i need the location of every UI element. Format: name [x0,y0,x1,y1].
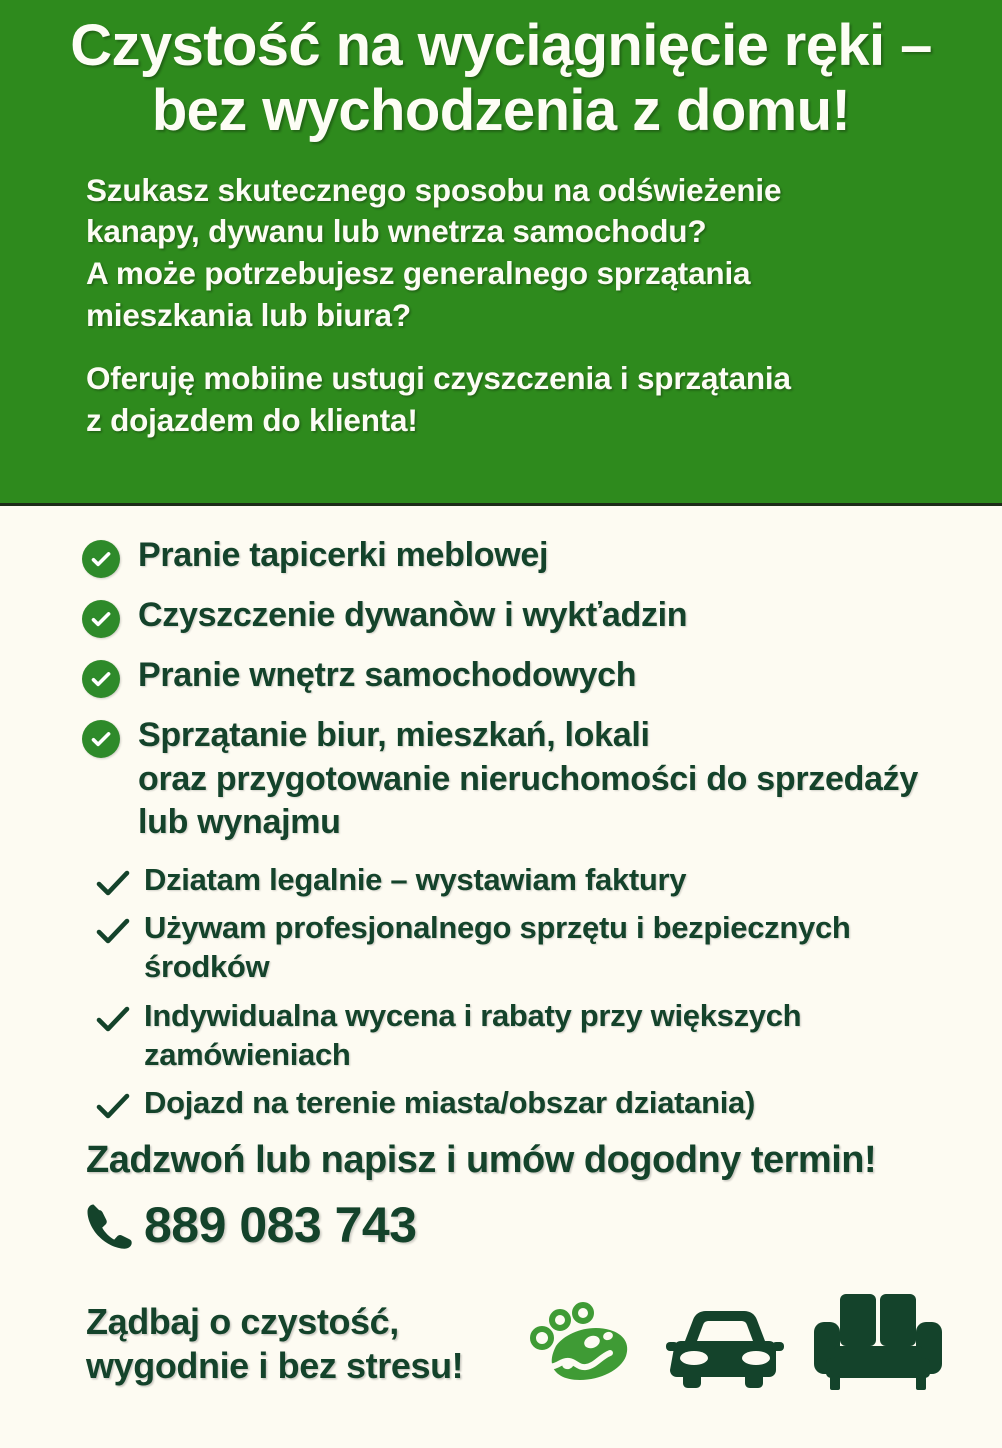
service-4-line-2: oraz przygotowanie nieruchomości do sprzedaźy [138,759,918,798]
check-icon [96,869,130,899]
page-title-line-1: Czystość na wyciągnięcie ręki – [70,13,932,78]
hero-section [0,0,1002,506]
list-item [30,861,972,900]
hero-paragraph-2 [86,358,950,441]
footer-slogan [86,1300,463,1392]
content-section [0,506,1002,1392]
check-icon [96,1005,130,1035]
service-item-text [138,594,687,638]
check-circle-icon [82,720,120,758]
benefit-item-text [144,861,686,900]
service-1-line-1: Pranie tapicerki meblowej [138,536,549,574]
footer-icon-group [526,1288,944,1392]
benefits-list [30,861,972,1124]
benefit-2-line-2: środków [144,949,270,985]
hero-paragraph-2-line-2: z dojazdem do klienta! [86,401,418,438]
hero-paragraph-1 [86,170,950,336]
page-title-line-2: bez wychodzenia z domu! [151,77,851,143]
footer-slogan-line-2: wygodnie i bez stresu! [86,1345,464,1387]
benefit-item-text [144,909,851,987]
cta-headline: Zadzwoń lub napisz i umów dogodny termin! [86,1139,877,1182]
benefit-2-line-1: Używam profesjonalnego sprzętu i bezpiecznych [144,910,851,946]
sofa-icon [812,1288,944,1392]
service-item-text [138,534,548,578]
hero-paragraph-2-line-1: Oferuję mobiine ustugi czyszczenia i sprzątania [86,360,791,397]
benefit-item-text [144,1084,755,1123]
phone-number[interactable]: 889 083 743 [144,1197,417,1254]
list-item [30,909,972,987]
list-item [30,997,972,1075]
services-list [30,534,972,845]
check-circle-icon [82,600,120,638]
footer-slogan-line-1: Ządbaj o czystość, [86,1301,399,1343]
service-4-line-3: lub wynajmu [138,803,341,842]
list-item [30,654,972,698]
service-4-line-1: Sprzątanie biur, mieszkań, lokali [138,716,650,754]
check-icon [96,1092,130,1122]
list-item [30,714,972,845]
benefit-3-line-1: Indywidualna wycena i rabaty przy większych [144,997,802,1033]
benefit-3-line-2: zamówieniach [144,1036,351,1072]
check-circle-icon [82,660,120,698]
hero-paragraph-1-line-4: mieszkania lub biura? [86,296,411,333]
hero-paragraph-1-line-1: Szukasz skutecznego sposobu na odświeżenie [86,171,782,208]
benefit-item-text [144,997,801,1075]
service-item-text [138,714,918,845]
check-icon [96,917,130,947]
list-item [30,594,972,638]
benefit-4-line-1: Dojazd na terenie miasta/obszar dziatania) [144,1085,756,1121]
list-item [30,534,972,578]
service-3-line-1: Pranie wnętrz samochodowych [138,656,637,694]
phone-row[interactable] [86,1196,972,1254]
hero-paragraph-1-line-3: A może potrzebujesz generalnego sprzątania [86,255,751,292]
list-item [30,1084,972,1123]
phone-icon [86,1200,132,1250]
service-item-text [138,654,636,698]
benefit-1-line-1: Dziatam legalnie – wystawiam faktury [144,861,687,897]
footer-section [86,1288,944,1392]
page-title [52,14,950,144]
check-circle-icon [82,540,120,578]
service-2-line-1: Czyszczenie dywanòw i wykťadzin [138,596,688,634]
sponge-icon [526,1296,638,1392]
hero-paragraph-1-line-2: kanapy, dywanu lub wnetrza samochodu? [86,213,707,250]
car-icon [664,1302,786,1392]
